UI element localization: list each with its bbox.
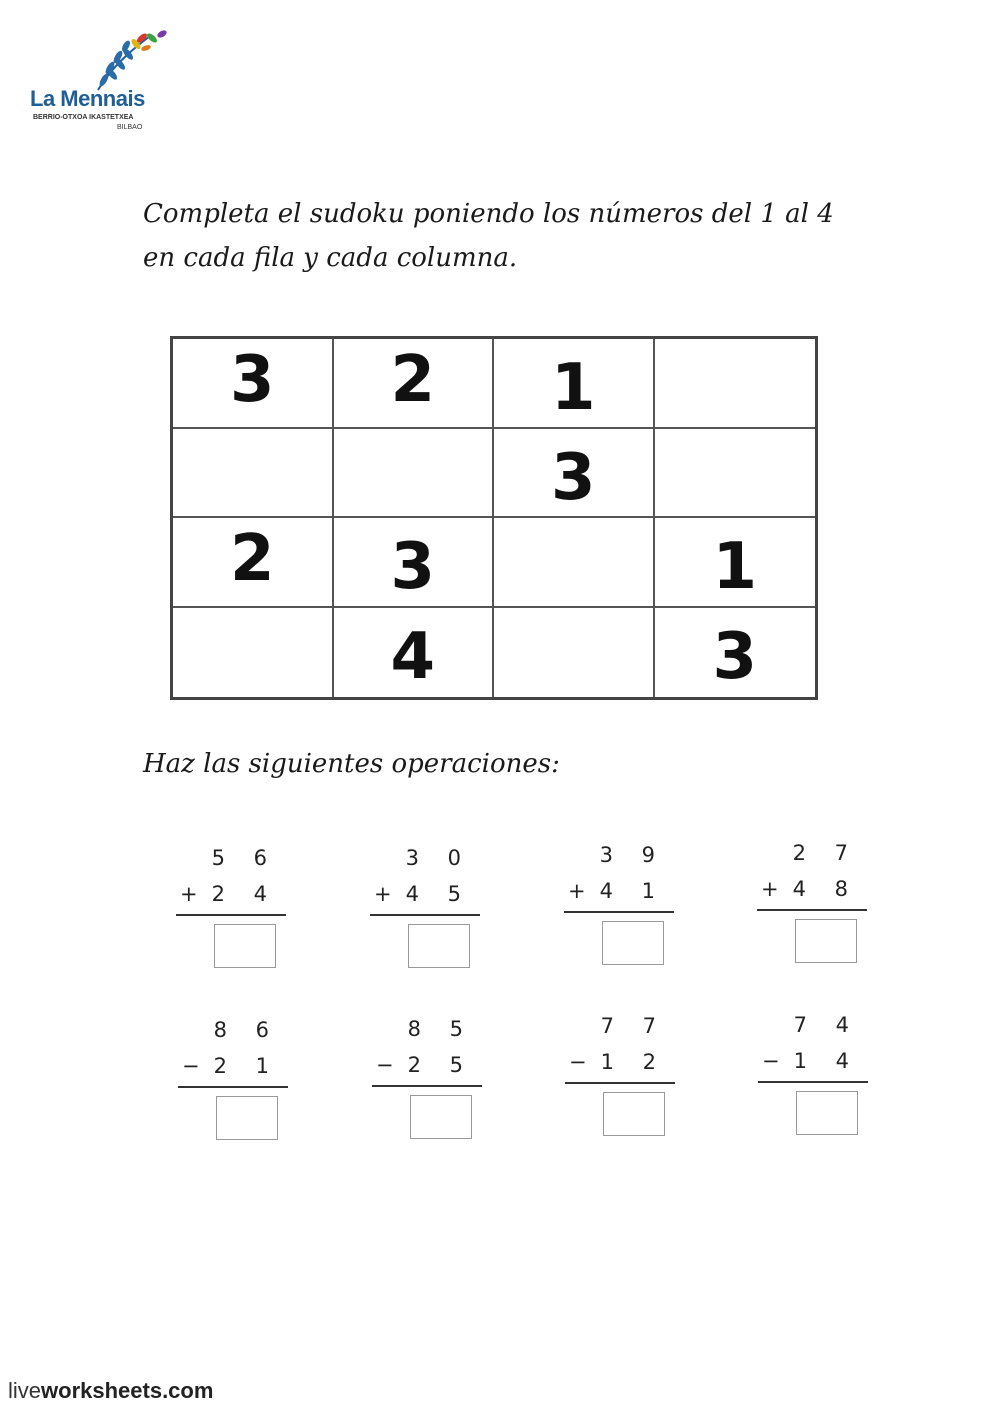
- addition-problem: [370, 846, 480, 976]
- subtraction-problem: [565, 1014, 675, 1144]
- answer-box[interactable]: [796, 1091, 858, 1135]
- operand-bottom: 2 4: [211, 882, 278, 906]
- operand-bottom-row: [182, 1054, 280, 1078]
- sudoku-cell: 2: [334, 339, 495, 429]
- subtraction-problem: [178, 1018, 288, 1148]
- sudoku-cell-empty[interactable]: [494, 608, 655, 698]
- sudoku-cell: 4: [334, 608, 495, 698]
- result-line: [178, 1086, 288, 1088]
- operand-bottom: 4 1: [599, 879, 666, 903]
- subtraction-problem: [758, 1013, 868, 1143]
- logo-subtitle: BERRIO-OTXOA IKASTETXEA: [33, 114, 134, 121]
- result-line: [370, 914, 480, 916]
- sudoku-cell-empty[interactable]: [655, 429, 816, 519]
- operand-bottom-row: [376, 1053, 474, 1077]
- minus-sign: −: [375, 1053, 394, 1077]
- addition-problem: [564, 843, 674, 973]
- school-logo: [30, 30, 170, 140]
- operand-top: 8 5: [407, 1017, 474, 1041]
- brand-light: live: [8, 1378, 42, 1403]
- sudoku-instruction-line-1: Completa el sudoku poniendo los números del 1 al 4: [143, 199, 834, 229]
- sudoku-cell: 2: [173, 518, 334, 608]
- result-line: [176, 914, 286, 916]
- sudoku-cell-empty[interactable]: [334, 429, 495, 519]
- logo-city: BILBAO: [117, 124, 143, 131]
- subtraction-problem: [372, 1017, 482, 1147]
- plus-sign: +: [373, 882, 392, 906]
- logo-name: La Mennais: [30, 86, 145, 111]
- operand-bottom-row: [762, 1049, 860, 1073]
- operand-bottom-row: [568, 879, 666, 903]
- answer-box[interactable]: [795, 919, 857, 963]
- result-line: [564, 911, 674, 913]
- answer-box[interactable]: [214, 924, 276, 968]
- operand-bottom: 4 5: [405, 882, 472, 906]
- operations-instruction: Haz las siguientes operaciones:: [143, 749, 560, 779]
- minus-sign: −: [568, 1050, 587, 1074]
- operand-bottom: 2 5: [407, 1053, 474, 1077]
- operand-bottom-row: [374, 882, 472, 906]
- olive-branch-icon: [90, 30, 170, 92]
- sudoku-instruction-line-2: en cada fila y cada columna.: [143, 243, 518, 273]
- operand-top: 8 6: [213, 1018, 280, 1042]
- plus-sign: +: [760, 877, 779, 901]
- result-line: [758, 1081, 868, 1083]
- sudoku-cell-empty[interactable]: [173, 429, 334, 519]
- operand-bottom: 2 1: [213, 1054, 280, 1078]
- operand-bottom: 1 2: [600, 1050, 667, 1074]
- sudoku-cell-empty[interactable]: [655, 339, 816, 429]
- result-line: [372, 1085, 482, 1087]
- plus-sign: +: [567, 879, 586, 903]
- operand-top: 2 7: [792, 841, 859, 865]
- operand-top: 7 4: [793, 1013, 860, 1037]
- operand-bottom-row: [569, 1050, 667, 1074]
- liveworksheets-brand[interactable]: [8, 1378, 213, 1404]
- sudoku-cell: 3: [173, 339, 334, 429]
- result-line: [757, 909, 867, 911]
- answer-box[interactable]: [602, 921, 664, 965]
- operand-bottom: 1 4: [793, 1049, 860, 1073]
- sudoku-cell: 1: [655, 518, 816, 608]
- sudoku-cell-empty[interactable]: [173, 608, 334, 698]
- minus-sign: −: [181, 1054, 200, 1078]
- answer-box[interactable]: [408, 924, 470, 968]
- sudoku-cell: 1: [494, 339, 655, 429]
- operand-bottom-row: [761, 877, 859, 901]
- plus-sign: +: [179, 882, 198, 906]
- answer-box[interactable]: [410, 1095, 472, 1139]
- addition-problem: [176, 846, 286, 976]
- minus-sign: −: [761, 1049, 780, 1073]
- answer-box[interactable]: [603, 1092, 665, 1136]
- sudoku-cell: 3: [334, 518, 495, 608]
- operand-top: 3 9: [599, 843, 666, 867]
- addition-problem: [757, 841, 867, 971]
- operand-top: 3 0: [405, 846, 472, 870]
- sudoku-cell-empty[interactable]: [494, 518, 655, 608]
- operand-top: 5 6: [211, 846, 278, 870]
- operand-top: 7 7: [600, 1014, 667, 1038]
- sudoku-cell: 3: [712, 619, 758, 694]
- sudoku-grid: [170, 336, 818, 700]
- sudoku-instructions: [143, 192, 863, 280]
- sudoku-cell: 3: [494, 429, 655, 519]
- operand-bottom: 4 8: [792, 877, 859, 901]
- result-line: [565, 1082, 675, 1084]
- brand-bold: worksheets.com: [41, 1378, 214, 1403]
- operand-bottom-row: [180, 882, 278, 906]
- answer-box[interactable]: [216, 1096, 278, 1140]
